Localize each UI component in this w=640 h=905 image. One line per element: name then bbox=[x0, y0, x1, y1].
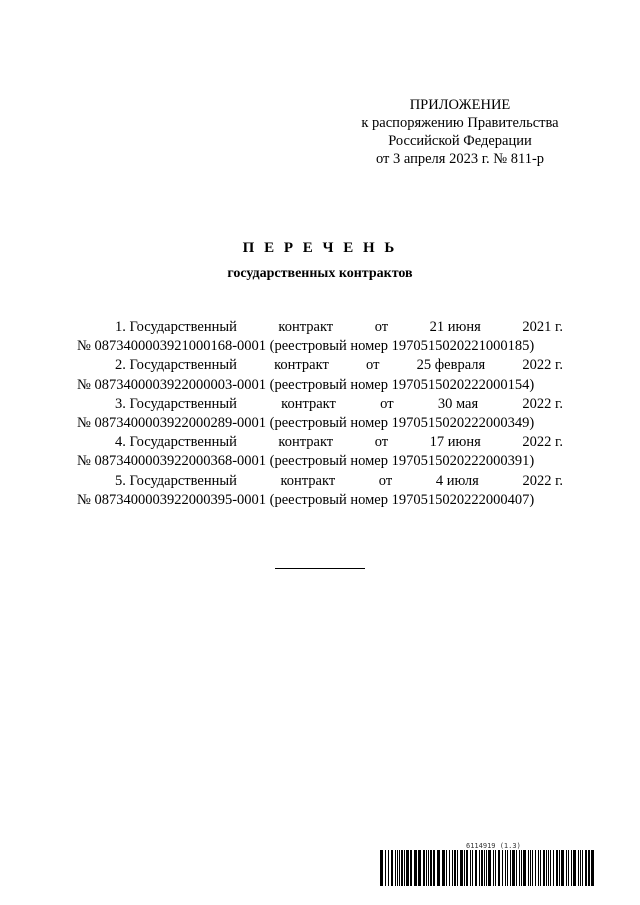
contract-registry: № 0873400003922000003-0001 (реестровый номер 1970515020222000154) bbox=[77, 376, 535, 393]
contract-number: 1. Государственный bbox=[115, 319, 237, 335]
contract-from: от bbox=[378, 472, 393, 489]
contract-date: 25 февраля bbox=[416, 357, 486, 374]
contract-word: контракт bbox=[278, 319, 334, 335]
contract-registry: № 0873400003922000368-0001 (реестровый номер 1970515020222000391) bbox=[77, 453, 535, 470]
contract-date: 21 июня bbox=[429, 319, 481, 335]
annex-heading: ПРИЛОЖЕНИЕ bbox=[409, 97, 511, 113]
contract-year: 2022 г. bbox=[522, 395, 563, 412]
contract-year: 2022 г. bbox=[522, 357, 563, 374]
contract-word: контракт bbox=[281, 395, 336, 412]
contract-year: 2021 г. bbox=[522, 319, 563, 335]
annex-line3: от 3 апреля 2023 г. № 811-р bbox=[375, 151, 545, 167]
contract-registry: № 0873400003922000289-0001 (реестровый номер 1970515020222000349) bbox=[77, 415, 535, 432]
contract-number: 3. Государственный bbox=[115, 395, 237, 412]
document-subtitle: государственных контрактов bbox=[227, 266, 413, 281]
contract-registry: № 0873400003921000168-0001 (реестровый номер 1970515020221000185) bbox=[77, 338, 535, 355]
contract-word: контракт bbox=[278, 434, 334, 451]
annex-line1: к распоряжению Правительства bbox=[361, 115, 559, 131]
contract-from: от bbox=[374, 319, 389, 335]
contract-year: 2022 г. bbox=[522, 434, 563, 451]
contract-date: 30 мая bbox=[437, 395, 479, 412]
contract-item bbox=[77, 318, 563, 356]
contract-item bbox=[77, 433, 563, 471]
contracts-list bbox=[77, 318, 563, 510]
contract-date: 17 июня bbox=[429, 434, 481, 451]
contract-item bbox=[77, 395, 563, 433]
contract-year: 2022 г. bbox=[522, 472, 563, 489]
contract-word: контракт bbox=[280, 472, 336, 489]
contract-from: от bbox=[366, 357, 380, 374]
barcode-image bbox=[380, 850, 594, 886]
contract-number: 4. Государственный bbox=[115, 434, 237, 451]
closing-rule bbox=[275, 568, 365, 569]
contract-registry: № 0873400003922000395-0001 (реестровый номер 1970515020222000407) bbox=[77, 491, 535, 508]
contract-number: 5. Государственный bbox=[115, 472, 237, 489]
annex-block bbox=[340, 96, 580, 168]
contract-item bbox=[77, 472, 563, 510]
contract-item bbox=[77, 356, 563, 394]
contract-date: 4 июля bbox=[435, 472, 479, 489]
barcode-number: 6114919 (1.3) bbox=[466, 842, 521, 850]
document-title: П Е Р Е Ч Е Н Ь bbox=[242, 240, 398, 256]
contract-from: от bbox=[374, 434, 389, 451]
contract-number: 2. Государственный bbox=[115, 357, 237, 374]
contract-word: контракт bbox=[274, 357, 329, 374]
contract-from: от bbox=[380, 395, 394, 412]
annex-line2: Российской Федерации bbox=[388, 133, 532, 149]
